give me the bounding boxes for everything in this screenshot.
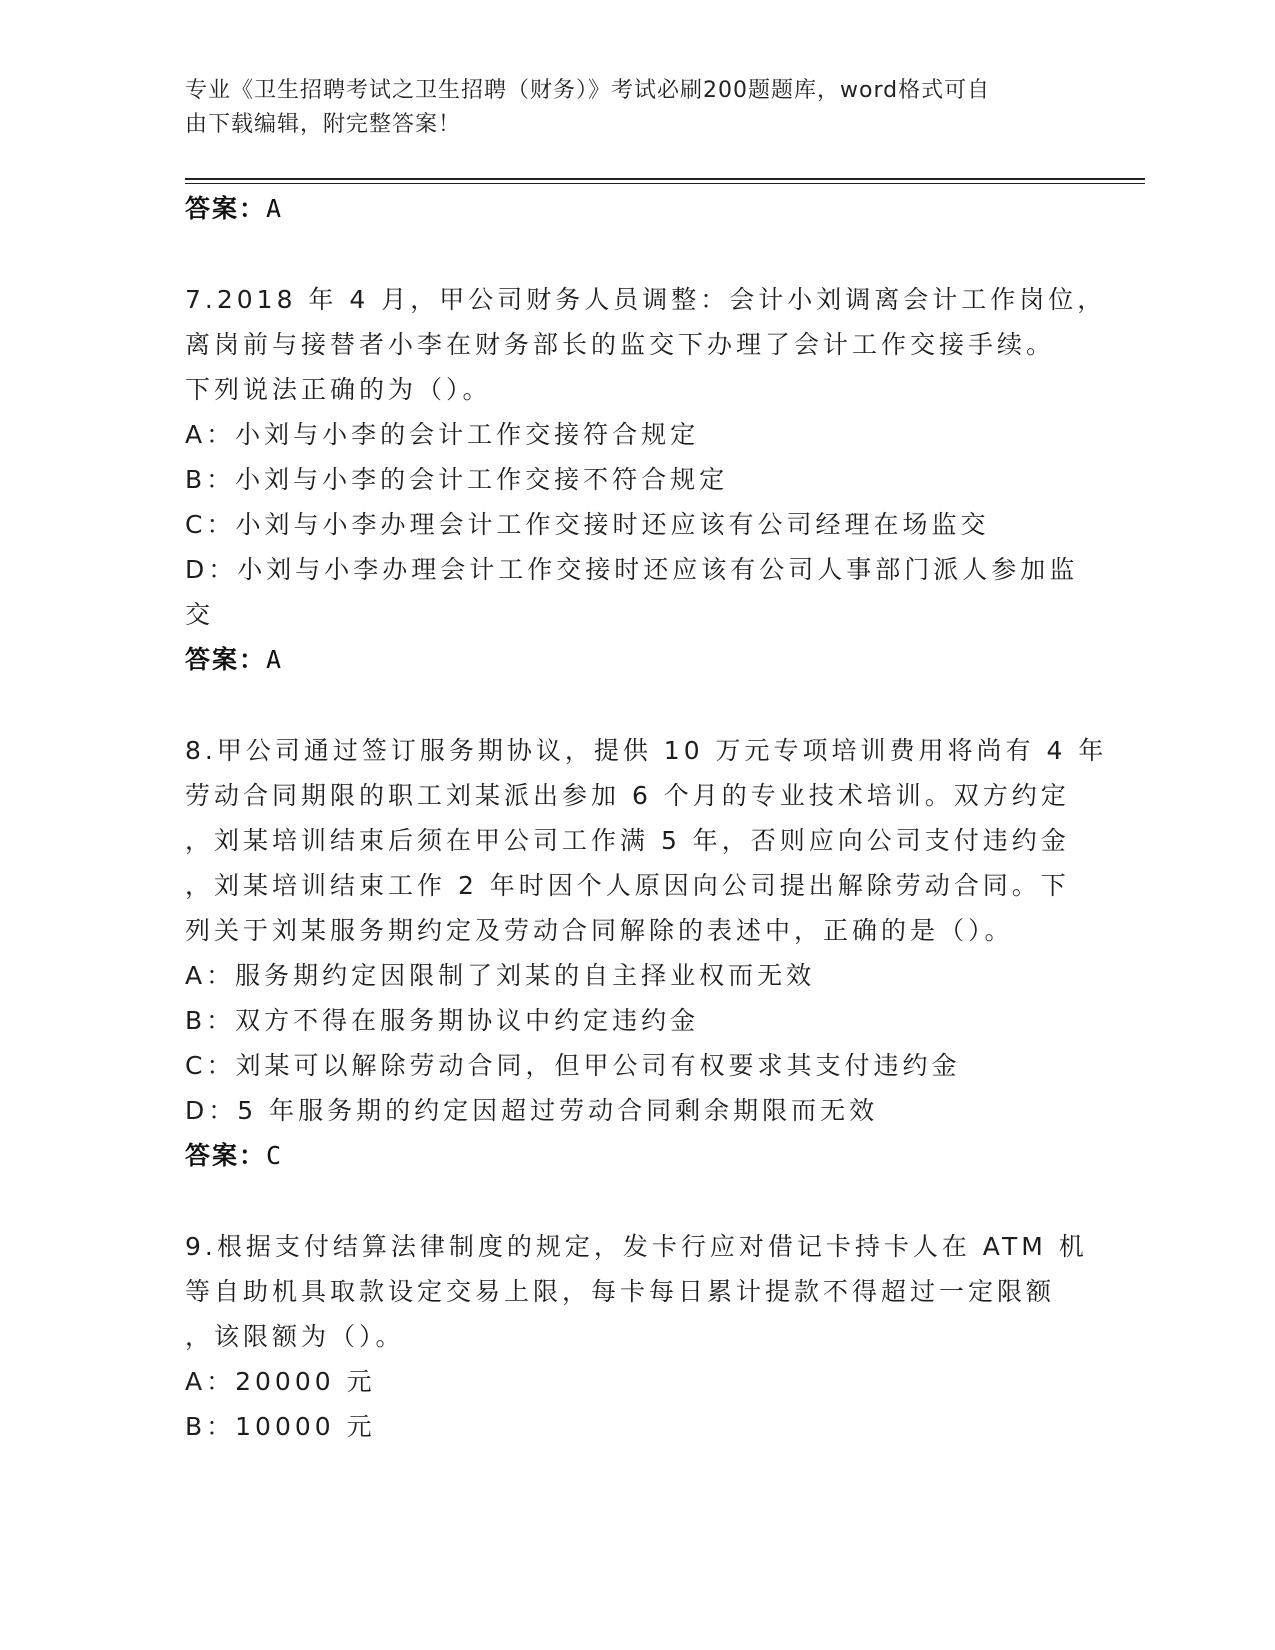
header-rule-thin <box>185 183 1145 184</box>
prev-answer <box>185 186 1145 231</box>
header-rule-thick <box>185 178 1145 180</box>
answer-label: 答案： <box>185 1141 267 1170</box>
question-text-line: 列关于刘某服务期约定及劳动合同解除的表述中，正确的是（）。 <box>185 916 1014 945</box>
header-line-1: 专业《卫生招聘考试之卫生招聘（财务）》考试必刷200题题库，word格式可自 <box>185 78 991 103</box>
question-text-line: 9.根据支付结算法律制度的规定，发卡行应对借记卡持卡人在 ATM 机 <box>185 1232 1088 1261</box>
option-a: A：小刘与小李的会计工作交接符合规定 <box>185 420 700 449</box>
header-line-2: 由下载编辑，附完整答案！ <box>185 112 462 137</box>
spacer <box>185 1178 1145 1224</box>
option-c: C：小刘与小李办理会计工作交接时还应该有公司经理在场监交 <box>185 510 990 539</box>
answer-value: C <box>266 1141 284 1170</box>
page-header <box>185 74 1055 142</box>
question-7-answer <box>185 637 1145 682</box>
answer-label: 答案： <box>185 194 267 223</box>
option-c: C：刘某可以解除劳动合同，但甲公司有权要求其支付违约金 <box>185 1051 961 1080</box>
spacer <box>185 682 1145 728</box>
question-text-line: 8.甲公司通过签订服务期协议，提供 10 万元专项培训费用将尚有 4 年 <box>185 736 1108 765</box>
question-text-line: 劳动合同期限的职工刘某派出参加 6 个月的专业技术培训。双方约定 <box>185 781 1070 810</box>
answer-value: A <box>266 645 284 674</box>
question-text-line: 离岗前与接替者小李在财务部长的监交下办理了会计工作交接手续。 <box>185 330 1056 359</box>
question-text-line: ，刘某培训结束工作 2 年时因个人原因向公司提出解除劳动合同。下 <box>185 871 1070 900</box>
option-b: B：双方不得在服务期协议中约定违约金 <box>185 1006 700 1035</box>
option-a: A：服务期约定因限制了刘某的自主择业权而无效 <box>185 961 816 990</box>
question-8 <box>185 728 1145 1178</box>
question-text-line: 下列说法正确的为（）。 <box>185 375 492 404</box>
answer-value: A <box>266 194 284 223</box>
question-7 <box>185 277 1145 682</box>
question-text-line: 7.2018 年 4 月，甲公司财务人员调整：会计小刘调离会计工作岗位， <box>185 285 1107 314</box>
option-d: D：5 年服务期的约定因超过劳动合同剩余期限而无效 <box>185 1096 879 1125</box>
option-d: D：小刘与小李办理会计工作交接时还应该有公司人事部门派人参加监 <box>185 555 1079 584</box>
spacer <box>185 231 1145 277</box>
option-a: A：20000 元 <box>185 1367 376 1396</box>
option-d-continued: 交 <box>185 600 215 629</box>
option-b: B：小刘与小李的会计工作交接不符合规定 <box>185 465 729 494</box>
question-text-line: ，刘某培训结束后须在甲公司工作满 5 年，否则应向公司支付违约金 <box>185 826 1070 855</box>
option-b: B：10000 元 <box>185 1412 376 1441</box>
question-text-line: ，该限额为（）。 <box>185 1322 405 1351</box>
document-content <box>185 186 1145 1449</box>
question-text-line: 等自助机具取款设定交易上限，每卡每日累计提款不得超过一定限额 <box>185 1277 1056 1306</box>
question-8-answer <box>185 1133 1145 1178</box>
question-9 <box>185 1224 1145 1449</box>
answer-label: 答案： <box>185 645 267 674</box>
